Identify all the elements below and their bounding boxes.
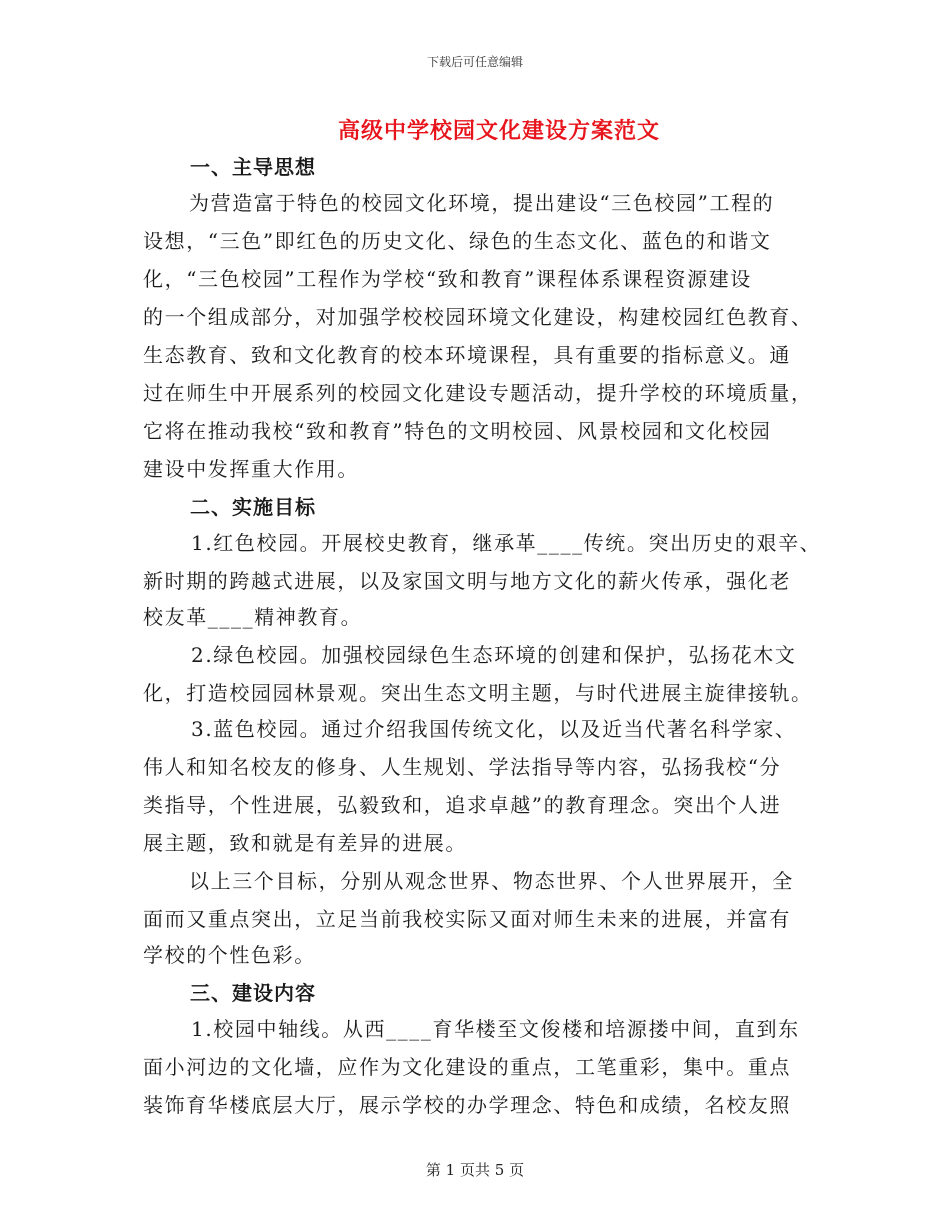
paragraph-line: 伟人和知名校友的修身、人生规划、学法指导等内容，弘扬我校“分 xyxy=(143,755,782,779)
paragraph-line: 1.红色校园。开展校史教育，继承革____传统。突出历史的艰辛、 xyxy=(191,531,822,555)
paragraph-line: 建设中发挥重大作用。 xyxy=(143,457,359,481)
page-footer: 第 1 页共 5 页 xyxy=(425,1161,525,1179)
paragraph-line: 它将在推动我校“致和教育”特色的文明校园、风景校园和文化校园 xyxy=(143,419,772,443)
paragraph-line: 生态教育、致和文化教育的校本环境课程，具有重要的指标意义。通 xyxy=(143,343,791,367)
paragraph-line: 面而又重点突出，立足当前我校实际又面对师生未来的进展，并富有 xyxy=(143,907,791,931)
paragraph-line: 为营造富于特色的校园文化环境，提出建设“三色校园”工程的 xyxy=(189,191,775,215)
paragraph-line: 化，“三色校园”工程作为学校“致和教育”课程体系课程资源建设 xyxy=(143,267,752,291)
paragraph-line: 的一个组成部分，对加强学校校园环境文化建设，构建校园红色教育、 xyxy=(143,305,813,329)
paragraph-line: 过在师生中开展系列的校园文化建设专题活动，提升学校的环境质量， xyxy=(143,381,813,405)
paragraph-line: 学校的个性色彩。 xyxy=(143,943,316,967)
heading-construction-content: 三、建设内容 xyxy=(190,981,316,1005)
paragraph-line: 1.校园中轴线。从西____育华楼至文俊楼和培源搂中间，直到东 xyxy=(191,1017,800,1041)
heading-implementation-goals: 二、实施目标 xyxy=(190,495,316,519)
paragraph-line: 化，打造校园园林景观。突出生态文明主题，与时代进展主旋律接轨。 xyxy=(143,681,813,705)
paragraph-line: 展主题，致和就是有差异的进展。 xyxy=(143,831,467,855)
paragraph-line: 面小河边的文化墙，应作为文化建设的重点，工笔重彩，集中。重点 xyxy=(143,1055,791,1079)
paragraph-line: 2.绿色校园。加强校园绿色生态环境的创建和保护，弘扬花木文 xyxy=(191,643,797,667)
paragraph-line: 3.蓝色校园。通过介绍我国传统文化，以及近当代著名科学家、 xyxy=(191,717,797,741)
paragraph-line: 装饰育华楼底层大厅，展示学校的办学理念、特色和成绩，名校友照 xyxy=(143,1093,791,1117)
document-title: 高级中学校园文化建设方案范文 xyxy=(337,118,660,144)
paragraph-line: 校友革____精神教育。 xyxy=(143,605,363,629)
paragraph-line: 新时期的跨越式进展，以及家国文明与地方文化的薪火传承，强化老 xyxy=(143,569,791,593)
paragraph-line: 类指导，个性进展，弘毅致和，追求卓越”的教育理念。突出个人进 xyxy=(143,793,782,817)
heading-guiding-ideology: 一、主导思想 xyxy=(190,155,316,179)
paragraph-line: 设想，“三色”即红色的历史文化、绿色的生态文化、蓝色的和谐文 xyxy=(143,229,772,253)
page-header: 下载后可任意编辑 xyxy=(426,55,523,69)
paragraph-line: 以上三个目标，分别从观念世界、物态世界、个人世界展开，全 xyxy=(189,869,794,893)
